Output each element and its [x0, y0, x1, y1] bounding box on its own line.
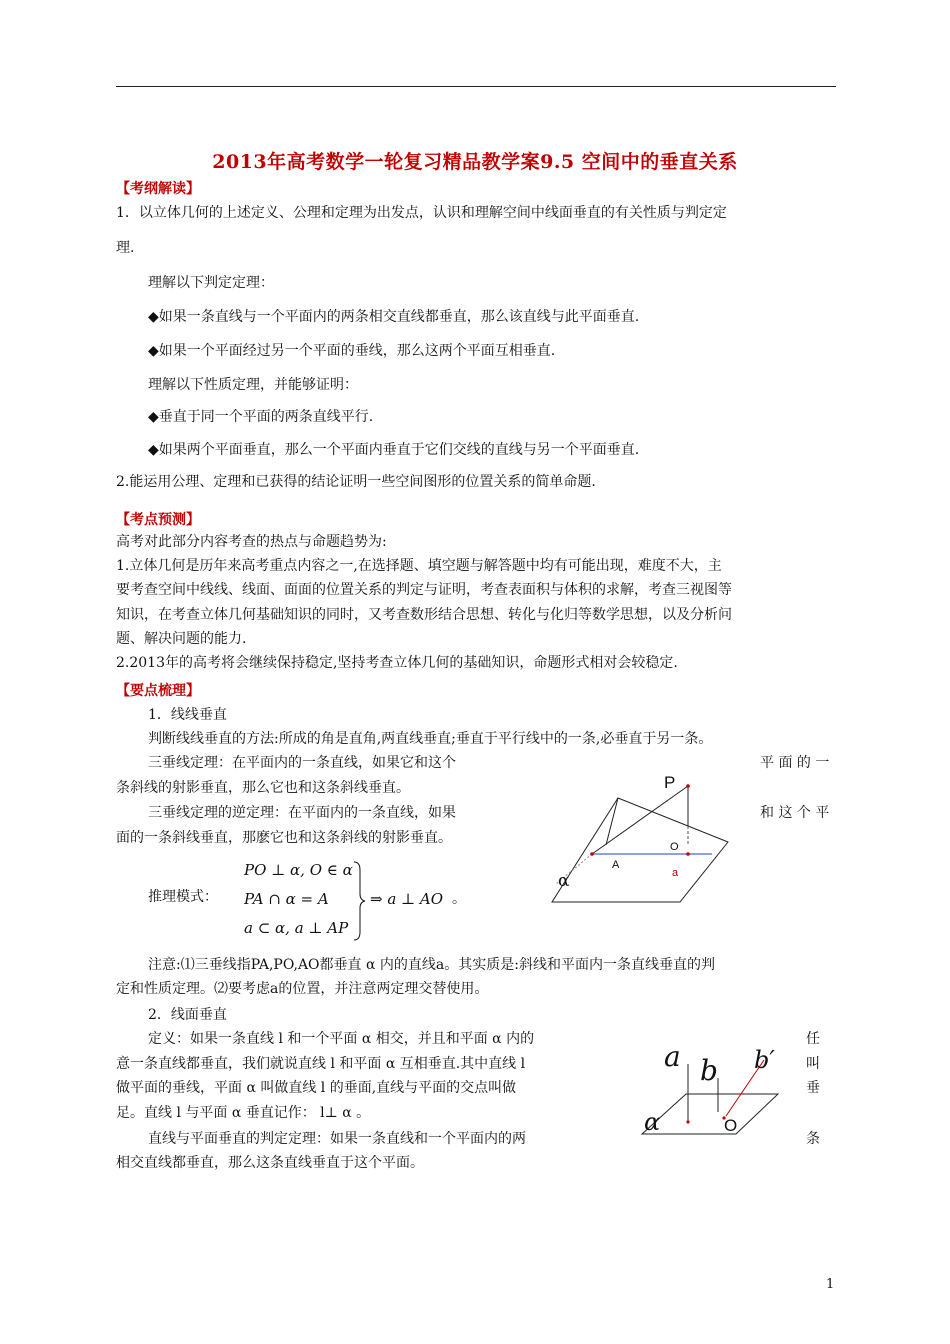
- definition-line-1: 定义：如果一条直线 l 和一个平面 α 相交，并且和平面 α 内的: [148, 1031, 535, 1047]
- theorem-line-2: 相交直线都垂直，那么这条直线垂直于这个平面。: [116, 1155, 424, 1171]
- point-o: [686, 852, 690, 856]
- label-a-line: a: [672, 867, 679, 879]
- reasoning-premise-1: PO ⊥ α, O ∈ α: [244, 861, 353, 879]
- label-alpha-2: α: [644, 1108, 661, 1136]
- figure-line-plane-perpendicular: [636, 1030, 786, 1142]
- definition-line-2-right: 叫: [806, 1056, 820, 1072]
- plane-alpha-outline: [552, 798, 728, 902]
- definition-line-1-right: 任: [806, 1031, 820, 1047]
- points-para-2a: 三垂线定理：在平面内的一条直线，如果它和这个: [148, 755, 456, 771]
- label-o: O: [670, 841, 679, 853]
- predict-line-2: 1.立体几何是历年来高考重点内容之一,在选择题、填空题与解答题中均有可能出现，难度不大，主: [116, 558, 722, 574]
- label-p: P: [664, 773, 676, 792]
- points-para-2a-right: 平 面 的 一: [760, 755, 830, 771]
- outline-line-7: ◆如果两个平面垂直，那么一个平面内垂直于它们交线的直线与另一个平面垂直.: [148, 442, 640, 458]
- reasoning-end: 。: [452, 891, 466, 907]
- points-heading-2: 2．线面垂直: [148, 1007, 227, 1023]
- plane-alpha-outline-2: [642, 1094, 778, 1134]
- outline-line-5: 理解以下性质定理，并能够证明：: [148, 377, 358, 393]
- reasoning-label: 推理模式：: [148, 889, 218, 905]
- label-b: b: [700, 1054, 718, 1087]
- reasoning-conclusion: ⇒ a ⊥ AO: [370, 890, 444, 908]
- note-line-2: 定和性质定理。⑵要考虑a的位置，并注意两定理交替使用。: [116, 981, 489, 997]
- predict-line-4: 知识，在考查立体几何基础知识的同时，又考查数形结合思想、转化与化归等数学思想，以及分析问: [116, 607, 732, 623]
- outline-line-2: 理解以下判定定理：: [148, 275, 274, 291]
- points-heading-1: 1．线线垂直: [148, 707, 227, 723]
- predict-line-5: 题、解决问题的能力.: [116, 631, 247, 647]
- section-heading-points: 【要点梳理】: [116, 683, 200, 699]
- outline-line-3: ◆如果一条直线与一个平面内的两条相交直线都垂直，那么该直线与此平面垂直.: [148, 309, 640, 325]
- points-para-3a-right: 和 这 个 平: [760, 805, 830, 821]
- reasoning-premise-2: PA ∩ α = A: [244, 890, 329, 908]
- predict-line-1: 高考对此部分内容考查的热点与命题趋势为:: [116, 534, 387, 550]
- label-o-2: O: [724, 1116, 738, 1135]
- figure-three-perpendiculars: [548, 768, 738, 904]
- point-p: [686, 784, 690, 788]
- predict-line-3: 要考查空间中线线、线面、面面的位置关系的判定与证明，考查表面积与体积的求解，考查三视图等: [116, 582, 732, 598]
- outline-line-1a: 1．以立体几何的上述定义、公理和定理为出发点，认识和理解空间中线面垂直的有关性质与判定定: [116, 205, 727, 221]
- outline-line-6: ◆垂直于同一个平面的两条直线平行.: [148, 409, 374, 425]
- header-rule: [116, 86, 836, 87]
- outline-line-4: ◆如果一个平面经过另一个平面的垂线，那么这两个平面互相垂直.: [148, 343, 556, 359]
- theorem-line-1: 直线与平面垂直的判定定理：如果一条直线和一个平面内的两: [148, 1131, 526, 1147]
- page-number: 1: [826, 1277, 835, 1292]
- label-alpha: α: [558, 871, 570, 891]
- point-a: [590, 852, 594, 856]
- points-para-3b: 面的一条斜线垂直，那麽它也和这条斜线的射影垂直。: [116, 830, 452, 846]
- label-a-2: a: [664, 1040, 681, 1073]
- predict-line-6: 2.2013年的高考将会继续保持稳定,坚持考查立体几何的基础知识，命题形式相对会较稳定.: [116, 655, 678, 671]
- note-line-1: 注意:⑴三垂线指PA,PO,AO都垂直 α 内的直线a。其实质是:斜线和平面内一条直线垂直的判: [148, 957, 715, 973]
- points-para-1: 判断线线垂直的方法:所成的角是直角,两直线垂直;垂直于平行线中的一条,必垂直于另一条。: [148, 731, 713, 747]
- page-title: 2013年高考数学一轮复习精品教学案9.5 空间中的垂直关系: [212, 151, 738, 173]
- label-b-prime: b′: [754, 1046, 775, 1074]
- section-heading-outline: 【考纲解读】: [116, 181, 200, 197]
- reasoning-premise-3: a ⊂ α, a ⊥ AP: [244, 919, 349, 937]
- points-para-2b: 条斜线的射影垂直，那么它也和这条斜线垂直。: [116, 780, 410, 796]
- plane-edge-detail: [606, 798, 618, 845]
- definition-line-2: 意一条直线都垂直，我们就说直线 l 和平面 α 互相垂直.其中直线 l: [116, 1056, 526, 1072]
- reasoning-brace: [352, 860, 366, 942]
- outline-line-1b: 理.: [116, 240, 135, 256]
- foot-point-a: [686, 1120, 689, 1123]
- outline-line-8: 2.能运用公理、定理和已获得的结论证明一些空间图形的位置关系的简单命题.: [116, 474, 596, 490]
- definition-line-4: 足。直线 l 与平面 α 垂直记作： l⊥ α 。: [116, 1105, 371, 1121]
- points-para-3a: 三垂线定理的逆定理：在平面内的一条直线，如果: [148, 805, 456, 821]
- theorem-line-1-right: 条: [806, 1131, 820, 1147]
- definition-line-3-right: 垂: [806, 1080, 820, 1096]
- definition-line-3: 做平面的垂线，平面 α 叫做直线 l 的垂面,直线与平面的交点叫做: [116, 1080, 517, 1096]
- label-a-point: A: [612, 859, 620, 871]
- section-heading-predict: 【考点预测】: [116, 512, 200, 528]
